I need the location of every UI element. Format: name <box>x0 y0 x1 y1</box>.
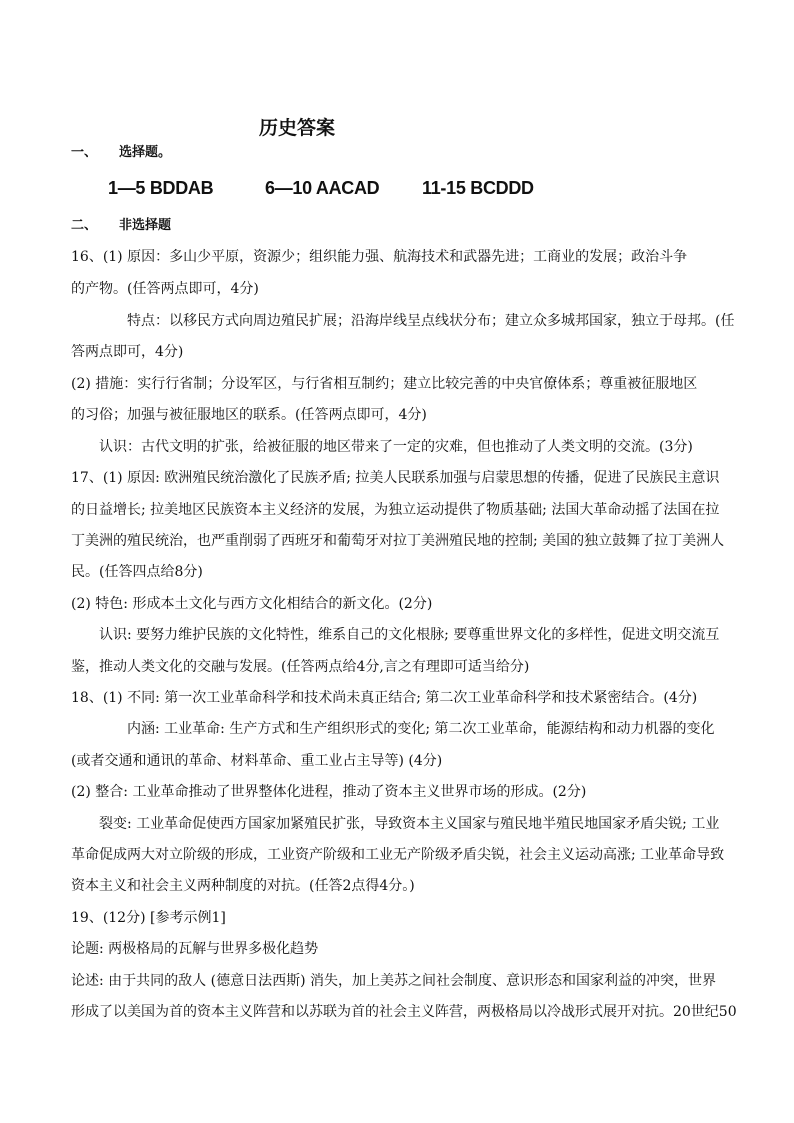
answer-line: 内涵: 工业革命: 生产方式和生产组织形式的变化; 第二次工业革命，能源结构和动力机器的变化 <box>127 721 715 737</box>
answer-line: 论述: 由于共同的敌人 (德意日法西斯) 消失，加上美苏之间社会制度、意识形态和国家利益的冲突，世界 <box>71 973 716 989</box>
section-two-label: 非选择题 <box>119 218 172 233</box>
answer-line: (2) 措施：实行行省制；分设军区，与行省相互制约；建立比较完善的中央官僚体系；尊重被征服地区 <box>71 376 698 392</box>
answer-line: 民。(任答四点给8分) <box>71 564 203 580</box>
section-one-label: 选择题。 <box>119 145 172 160</box>
answer-line: 17、(1) 原因: 欧洲殖民统治激化了民族矛盾; 拉美人民联系加强与启蒙思想的传播，促进了民族民主意识 <box>71 470 720 486</box>
answer-line: 的产物。(任答两点即可，4分) <box>71 281 259 297</box>
answer-line: (2) 特色: 形成本土文化与西方文化相结合的新文化。(2分) <box>71 596 433 612</box>
section-one-number: 一、 <box>71 145 98 160</box>
answer-line: 的日益增长; 拉美地区民族资本主义经济的发展，为独立运动提供了物质基础; 法国大革命动摇了法国在拉 <box>71 502 720 518</box>
section-one-heading <box>71 143 171 163</box>
answer-line: 形成了以美国为首的资本主义阵营和以苏联为首的社会主义阵营，两极格局以冷战形式展开对抗。20世纪50 <box>71 1004 737 1020</box>
answer-line: (2) 整合: 工业革命推动了世界整体化进程，推动了资本主义世界市场的形成。(2分) <box>71 784 587 800</box>
answer-line: (或者交通和通讯的革命、材料革命、重工业占主导等) (4分) <box>71 753 443 769</box>
answer-line: 的习俗；加强与被征服地区的联系。(任答两点即可，4分) <box>71 407 427 423</box>
mc-answer-group-3: 11-15 BCDDD <box>422 178 534 198</box>
answer-line: 资本主义和社会主义两种制度的对抗。(任答2点得4分。) <box>71 878 415 894</box>
answer-line: 认识：古代文明的扩张，给被征服的地区带来了一定的灾难，但也推动了人类文明的交流。(3分) <box>99 439 693 455</box>
answer-line: 裂变: 工业革命促使西方国家加紧殖民扩张，导致资本主义国家与殖民地半殖民地国家矛盾尖锐; 工业 <box>99 816 720 832</box>
answer-line: 16、(1) 原因：多山少平原，资源少；组织能力强、航海技术和武器先进；工商业的发展；政治斗争 <box>71 249 688 265</box>
mc-answer-group-1: 1—5 BDDAB <box>108 178 214 198</box>
answer-line: 认识: 要努力维护民族的文化特性，维系自己的文化根脉; 要尊重世界文化的多样性，促进文明交流互 <box>99 627 720 643</box>
page-title: 历史答案 <box>259 117 336 139</box>
answer-line: 19、(12分) [参考示例1] <box>71 910 226 926</box>
mc-answer-group-2: 6—10 AACAD <box>265 178 380 198</box>
answer-line: 丁美洲的殖民统治，也严重削弱了西班牙和葡萄牙对拉丁美洲殖民地的控制; 美国的独立鼓舞了拉丁美洲人 <box>71 533 725 549</box>
section-two-heading <box>71 216 171 236</box>
answer-line: 18、(1) 不同: 第一次工业革命科学和技术尚未真正结合; 第二次工业革命科学和技术紧密结合。(4分) <box>71 690 698 706</box>
answer-line: 鉴，推动人类文化的交融与发展。(任答两点给4分,言之有理即可适当给分) <box>71 659 530 675</box>
answer-line: 答两点即可，4分) <box>71 344 184 360</box>
section-two-number: 二、 <box>71 218 98 233</box>
answer-line: 特点：以移民方式向周边殖民扩展；沿海岸线呈点线状分布；建立众多城邦国家，独立于母邦。(任 <box>127 313 735 329</box>
answer-line: 论题: 两极格局的瓦解与世界多极化趋势 <box>71 941 319 957</box>
answer-line: 革命促成两大对立阶级的形成，工业资产阶级和工业无产阶级矛盾尖锐，社会主义运动高涨; 工业革命导致 <box>71 847 725 863</box>
